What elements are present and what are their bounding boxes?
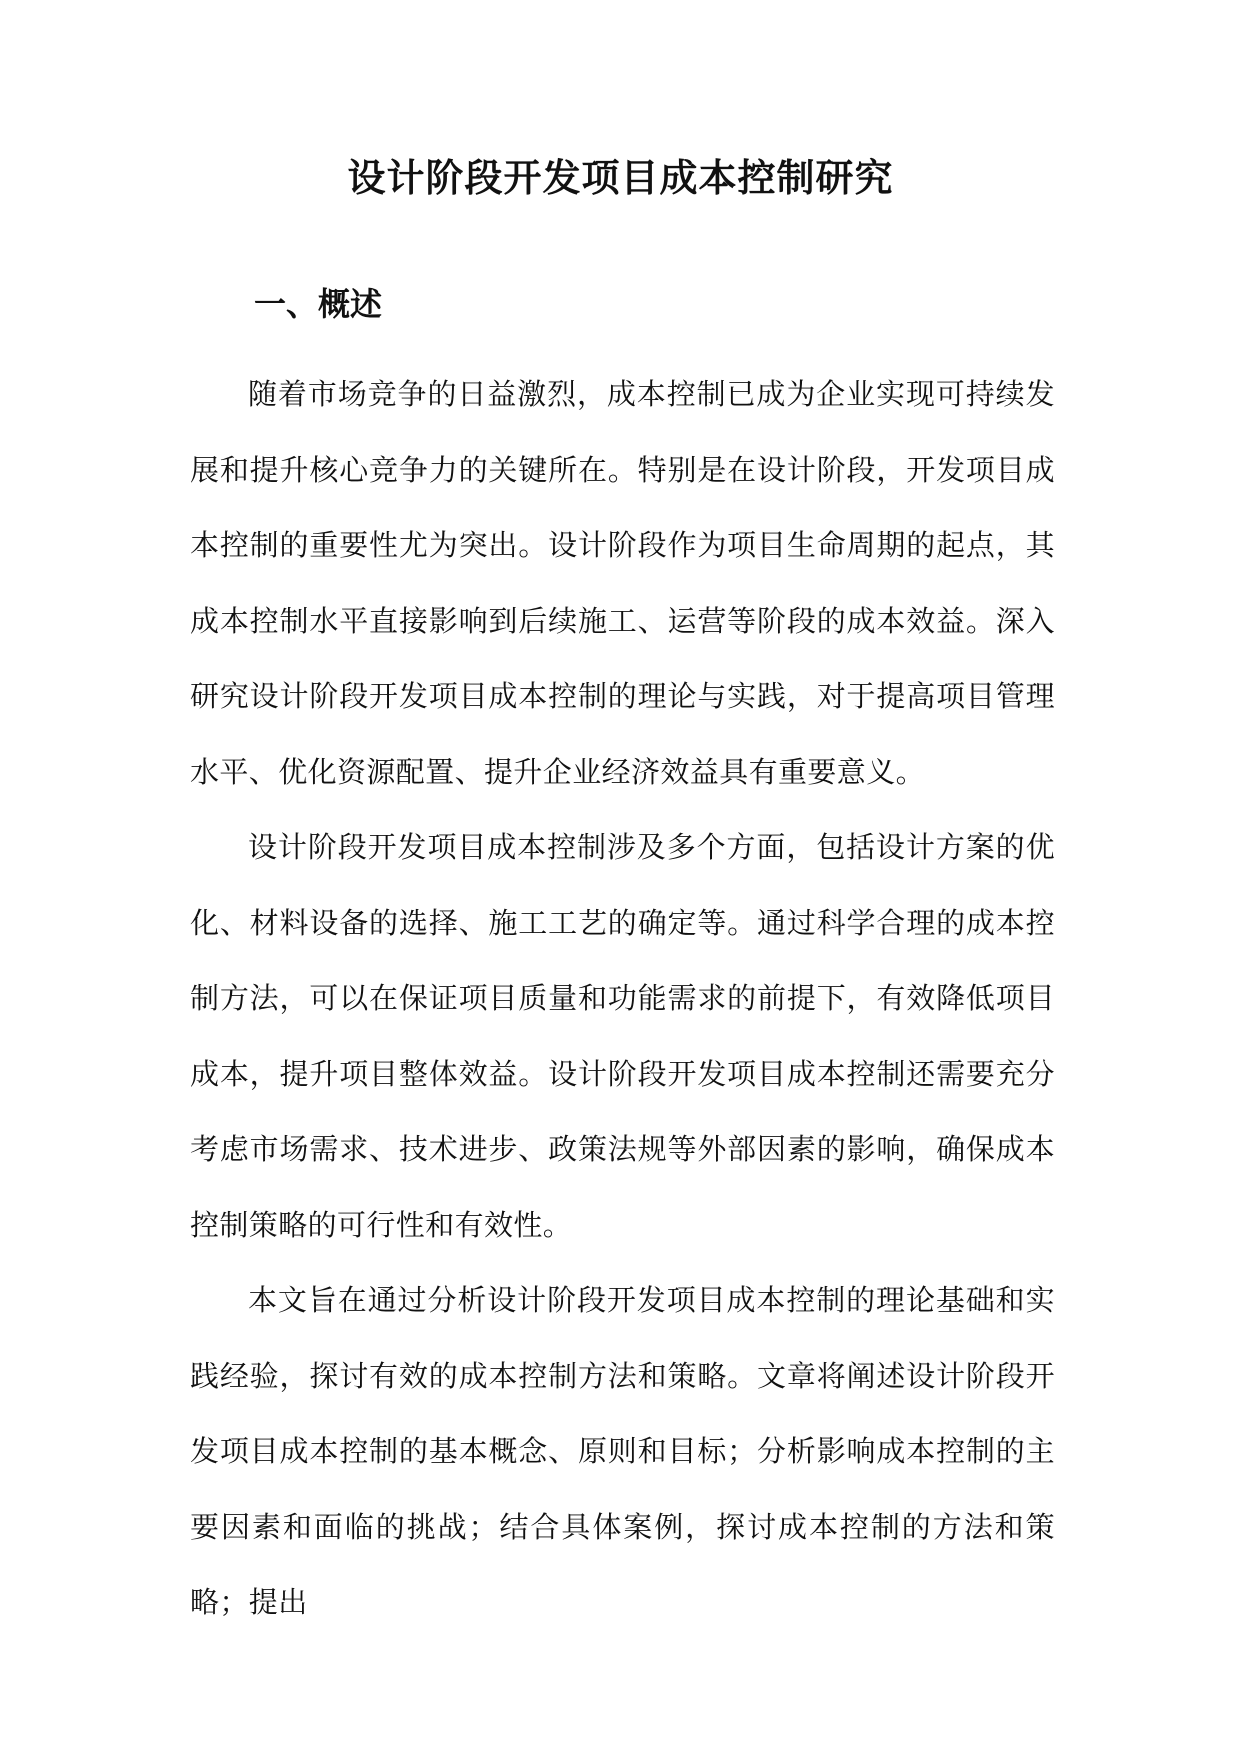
section-heading: 一、概述	[254, 285, 383, 323]
paragraph: 设计阶段开发项目成本控制涉及多个方面，包括设计方案的优化、材料设备的选择、施工工艺的确定等。通过科学合理的成本控制方法，可以在保证项目质量和功能需求的前提下，有效降低项目成本，提升项目整体效益。设计阶段开发项目成本控制还需要充分考虑市场需求、技术进步、政策法规等外部因素的影响，确保成本控制策略的可行性和有效性。	[190, 830, 1055, 1242]
body-text	[190, 357, 1055, 1641]
paragraph: 本文旨在通过分析设计阶段开发项目成本控制的理论基础和实践经验，探讨有效的成本控制方法和策略。文章将阐述设计阶段开发项目成本控制的基本概念、原则和目标；分析影响成本控制的主要因素和面临的挑战；结合具体案例，探讨成本控制的方法和策略；提出	[190, 1283, 1055, 1619]
document-title: 设计阶段开发项目成本控制研究	[347, 155, 894, 200]
paragraph: 随着市场竞争的日益激烈，成本控制已成为企业实现可持续发展和提升核心竞争力的关键所在。特别是在设计阶段，开发项目成本控制的重要性尤为突出。设计阶段作为项目生命周期的起点，其成本控制水平直接影响到后续施工、运营等阶段的成本效益。深入研究设计阶段开发项目成本控制的理论与实践，对于提高项目管理水平、优化资源配置、提升企业经济效益具有重要意义。	[190, 377, 1055, 789]
